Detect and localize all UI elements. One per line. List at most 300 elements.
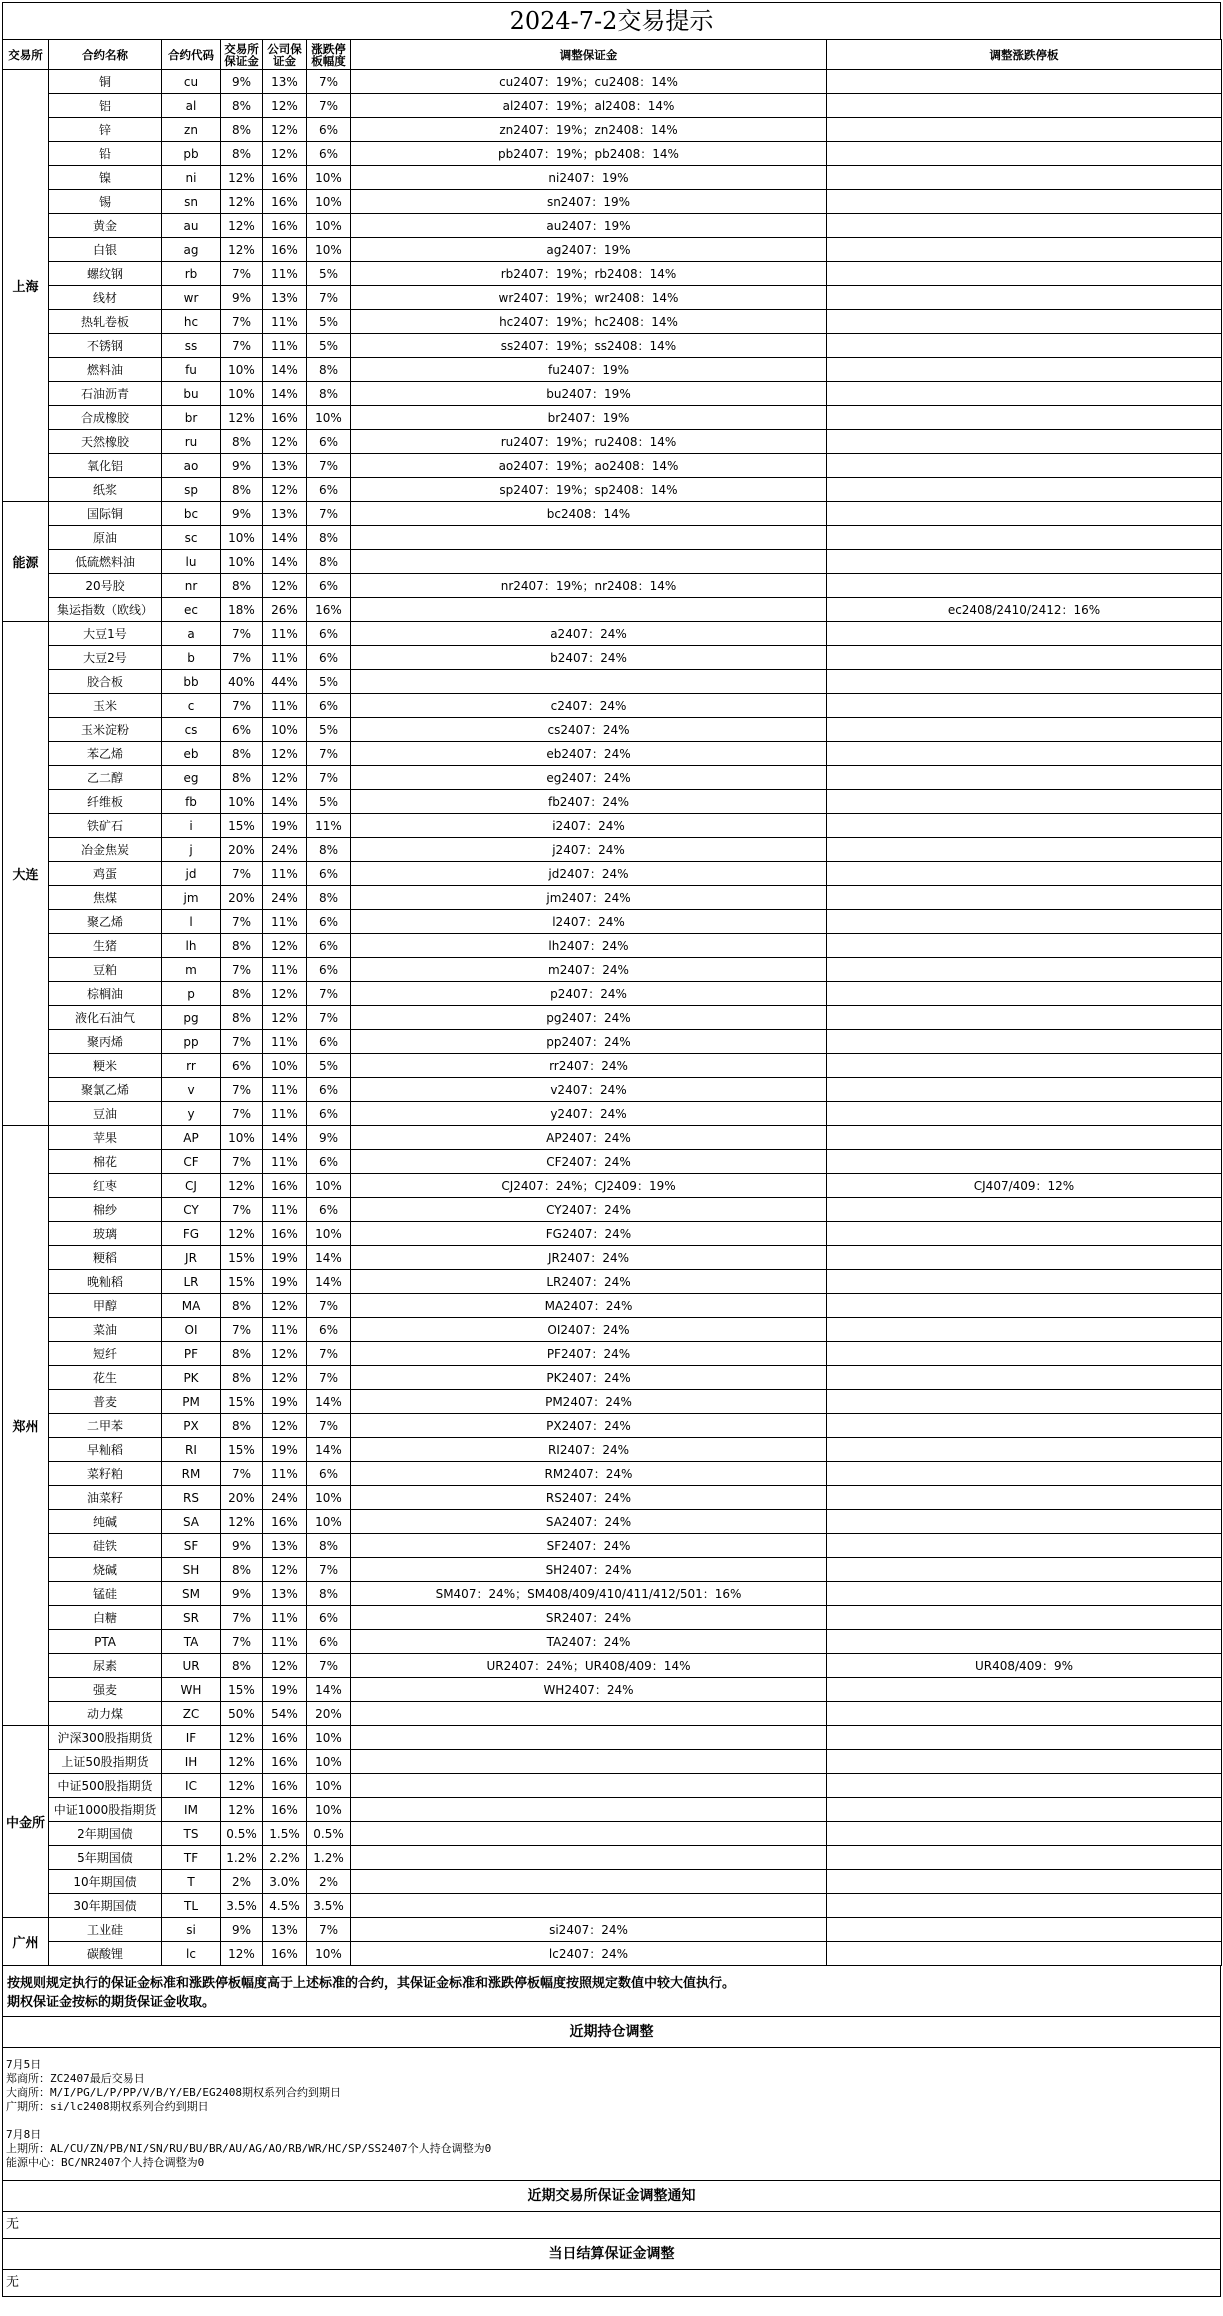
company-margin-cell: 16%	[263, 1222, 307, 1246]
price-limit-cell: 5%	[307, 790, 351, 814]
contract-code-cell: LR	[162, 1270, 221, 1294]
adjusted-margin-cell: j2407：24%	[351, 838, 827, 862]
margin-table	[2, 39, 1222, 1966]
table-row	[3, 382, 1222, 406]
adjusted-margin-cell	[351, 598, 827, 622]
contract-name-cell: 菜油	[49, 1318, 162, 1342]
exchange-margin-cell: 7%	[221, 1150, 263, 1174]
adjusted-margin-cell: eb2407：24%	[351, 742, 827, 766]
company-margin-cell: 11%	[263, 1630, 307, 1654]
company-margin-cell: 16%	[263, 1174, 307, 1198]
table-row	[3, 238, 1222, 262]
company-margin-cell: 13%	[263, 1582, 307, 1606]
contract-code-cell: zn	[162, 118, 221, 142]
adjusted-margin-cell: ni2407：19%	[351, 166, 827, 190]
price-limit-cell: 6%	[307, 1606, 351, 1630]
contract-code-cell: nr	[162, 574, 221, 598]
exchange-margin-cell: 7%	[221, 1606, 263, 1630]
price-limit-cell: 6%	[307, 1318, 351, 1342]
adjusted-limit-cell: UR408/409：9%	[827, 1654, 1222, 1678]
adjusted-margin-cell: jm2407：24%	[351, 886, 827, 910]
exchange-cell: 上海	[3, 70, 49, 502]
table-row	[3, 1654, 1222, 1678]
adjusted-limit-cell	[827, 262, 1222, 286]
contract-code-cell: RM	[162, 1462, 221, 1486]
price-limit-cell: 10%	[307, 214, 351, 238]
exchange-margin-cell: 10%	[221, 358, 263, 382]
adjusted-limit-cell	[827, 910, 1222, 934]
contract-code-cell: ec	[162, 598, 221, 622]
exchange-margin-cell: 8%	[221, 574, 263, 598]
exchange-margin-cell: 7%	[221, 646, 263, 670]
table-row	[3, 886, 1222, 910]
contract-name-cell: 棉花	[49, 1150, 162, 1174]
adjusted-limit-cell	[827, 1918, 1222, 1942]
price-limit-cell: 7%	[307, 766, 351, 790]
contract-name-cell: 粳稻	[49, 1246, 162, 1270]
adjusted-limit-cell	[827, 118, 1222, 142]
table-row	[3, 1150, 1222, 1174]
exchange-margin-cell: 12%	[221, 1726, 263, 1750]
price-limit-cell: 6%	[307, 958, 351, 982]
company-margin-cell: 11%	[263, 1030, 307, 1054]
price-limit-cell: 6%	[307, 1462, 351, 1486]
adjusted-limit-cell	[827, 166, 1222, 190]
contract-code-cell: TL	[162, 1894, 221, 1918]
adjusted-margin-cell: JR2407：24%	[351, 1246, 827, 1270]
table-row	[3, 190, 1222, 214]
table-row	[3, 622, 1222, 646]
exchange-margin-cell: 15%	[221, 1246, 263, 1270]
contract-name-cell: 尿素	[49, 1654, 162, 1678]
price-limit-cell: 14%	[307, 1390, 351, 1414]
exchange-margin-cell: 7%	[221, 1102, 263, 1126]
adjusted-limit-cell	[827, 1342, 1222, 1366]
contract-name-cell: 豆粕	[49, 958, 162, 982]
company-margin-cell: 19%	[263, 814, 307, 838]
header-price-limit: 涨跌停板幅度	[307, 40, 351, 70]
company-margin-cell: 12%	[263, 478, 307, 502]
price-limit-cell: 10%	[307, 1726, 351, 1750]
contract-code-cell: fb	[162, 790, 221, 814]
contract-name-cell: 中证500股指期货	[49, 1774, 162, 1798]
contract-code-cell: fu	[162, 358, 221, 382]
company-margin-cell: 13%	[263, 70, 307, 94]
contract-code-cell: RI	[162, 1438, 221, 1462]
adjusted-limit-cell	[827, 1798, 1222, 1822]
exchange-margin-cell: 8%	[221, 1558, 263, 1582]
contract-code-cell: TS	[162, 1822, 221, 1846]
adjusted-limit-cell	[827, 286, 1222, 310]
contract-name-cell: 棉纱	[49, 1198, 162, 1222]
adjusted-margin-cell: CF2407：24%	[351, 1150, 827, 1174]
price-limit-cell: 9%	[307, 1126, 351, 1150]
table-row	[3, 1822, 1222, 1846]
company-margin-cell: 10%	[263, 1054, 307, 1078]
table-row	[3, 526, 1222, 550]
adjusted-limit-cell	[827, 1822, 1222, 1846]
exchange-margin-cell: 7%	[221, 958, 263, 982]
exchange-margin-cell: 12%	[221, 1942, 263, 1966]
company-margin-cell: 11%	[263, 262, 307, 286]
adjusted-limit-cell	[827, 1486, 1222, 1510]
company-margin-cell: 12%	[263, 94, 307, 118]
adjusted-margin-cell: ag2407：19%	[351, 238, 827, 262]
contract-code-cell: SM	[162, 1582, 221, 1606]
contract-name-cell: 玉米淀粉	[49, 718, 162, 742]
table-row	[3, 910, 1222, 934]
adjusted-limit-cell	[827, 1606, 1222, 1630]
exchange-margin-cell: 12%	[221, 1174, 263, 1198]
adjusted-limit-cell	[827, 1750, 1222, 1774]
settlement-title: 当日结算保证金调整	[2, 2239, 1221, 2270]
contract-name-cell: 晚籼稻	[49, 1270, 162, 1294]
exchange-margin-cell: 2%	[221, 1870, 263, 1894]
company-margin-cell: 12%	[263, 742, 307, 766]
company-margin-cell: 11%	[263, 646, 307, 670]
price-limit-cell: 6%	[307, 646, 351, 670]
adjusted-limit-cell	[827, 1270, 1222, 1294]
adjusted-margin-cell	[351, 1726, 827, 1750]
settlement-content: 无	[2, 2270, 1221, 2297]
price-limit-cell: 7%	[307, 742, 351, 766]
exchange-margin-cell: 9%	[221, 286, 263, 310]
company-margin-cell: 16%	[263, 406, 307, 430]
contract-code-cell: OI	[162, 1318, 221, 1342]
price-limit-cell: 7%	[307, 1294, 351, 1318]
contract-code-cell: PK	[162, 1366, 221, 1390]
adjusted-limit-cell	[827, 550, 1222, 574]
contract-name-cell: 热轧卷板	[49, 310, 162, 334]
margin-notice-title: 近期交易所保证金调整通知	[2, 2181, 1221, 2212]
company-margin-cell: 16%	[263, 1750, 307, 1774]
adjusted-margin-cell: SM407：24%；SM408/409/410/411/412/501：16%	[351, 1582, 827, 1606]
adjusted-margin-cell: PF2407：24%	[351, 1342, 827, 1366]
company-margin-cell: 4.5%	[263, 1894, 307, 1918]
adjusted-limit-cell	[827, 478, 1222, 502]
contract-name-cell: 早籼稻	[49, 1438, 162, 1462]
price-limit-cell: 5%	[307, 334, 351, 358]
note-line: 期权保证金按标的期货保证金收取。	[7, 1995, 216, 2010]
table-row	[3, 406, 1222, 430]
price-limit-cell: 5%	[307, 262, 351, 286]
exchange-margin-cell: 6%	[221, 718, 263, 742]
exchange-margin-cell: 7%	[221, 1198, 263, 1222]
header-adjusted-limit: 调整涨跌停板	[827, 40, 1222, 70]
adjusted-margin-cell: nr2407：19%；nr2408：14%	[351, 574, 827, 598]
contract-code-cell: v	[162, 1078, 221, 1102]
adjusted-margin-cell: bc2408：14%	[351, 502, 827, 526]
adjusted-limit-cell	[827, 862, 1222, 886]
price-limit-cell: 10%	[307, 238, 351, 262]
exchange-margin-cell: 8%	[221, 94, 263, 118]
price-limit-cell: 8%	[307, 886, 351, 910]
adjusted-margin-cell: m2407：24%	[351, 958, 827, 982]
contract-code-cell: TA	[162, 1630, 221, 1654]
adjusted-limit-cell	[827, 838, 1222, 862]
table-row	[3, 1174, 1222, 1198]
price-limit-cell: 16%	[307, 598, 351, 622]
contract-code-cell: UR	[162, 1654, 221, 1678]
adjusted-margin-cell: SA2407：24%	[351, 1510, 827, 1534]
contract-code-cell: MA	[162, 1294, 221, 1318]
contract-name-cell: 红枣	[49, 1174, 162, 1198]
contract-name-cell: 油菜籽	[49, 1486, 162, 1510]
contract-name-cell: PTA	[49, 1630, 162, 1654]
price-limit-cell: 10%	[307, 1222, 351, 1246]
table-row	[3, 1222, 1222, 1246]
price-limit-cell: 6%	[307, 910, 351, 934]
company-margin-cell: 12%	[263, 1342, 307, 1366]
adjusted-limit-cell	[827, 958, 1222, 982]
exchange-margin-cell: 12%	[221, 214, 263, 238]
table-row	[3, 1054, 1222, 1078]
company-margin-cell: 16%	[263, 214, 307, 238]
exchange-margin-cell: 7%	[221, 1462, 263, 1486]
contract-code-cell: bu	[162, 382, 221, 406]
header-exchange-margin: 交易所保证金	[221, 40, 263, 70]
contract-code-cell: SR	[162, 1606, 221, 1630]
contract-name-cell: 苯乙烯	[49, 742, 162, 766]
table-row	[3, 646, 1222, 670]
contract-code-cell: PM	[162, 1390, 221, 1414]
table-row	[3, 1894, 1222, 1918]
table-row	[3, 454, 1222, 478]
company-margin-cell: 12%	[263, 142, 307, 166]
exchange-margin-cell: 12%	[221, 238, 263, 262]
adjusted-limit-cell	[827, 1414, 1222, 1438]
table-row	[3, 742, 1222, 766]
position-adjust-line: 上期所：AL/CU/ZN/PB/NI/SN/RU/BU/BR/AU/AG/AO/RB/WR/HC/SP/SS2407个人持仓调整为0	[6, 2142, 492, 2155]
company-margin-cell: 14%	[263, 526, 307, 550]
contract-code-cell: FG	[162, 1222, 221, 1246]
company-margin-cell: 11%	[263, 622, 307, 646]
table-row	[3, 1510, 1222, 1534]
table-row	[3, 1606, 1222, 1630]
contract-name-cell: 粳米	[49, 1054, 162, 1078]
table-row	[3, 286, 1222, 310]
contract-name-cell: 氧化铝	[49, 454, 162, 478]
contract-code-cell: rr	[162, 1054, 221, 1078]
contract-name-cell: 螺纹钢	[49, 262, 162, 286]
adjusted-margin-cell: SR2407：24%	[351, 1606, 827, 1630]
company-margin-cell: 2.2%	[263, 1846, 307, 1870]
contract-code-cell: wr	[162, 286, 221, 310]
exchange-margin-cell: 15%	[221, 1438, 263, 1462]
table-row	[3, 1750, 1222, 1774]
contract-code-cell: sp	[162, 478, 221, 502]
contract-name-cell: 低硫燃料油	[49, 550, 162, 574]
exchange-margin-cell: 15%	[221, 1678, 263, 1702]
adjusted-margin-cell: WH2407：24%	[351, 1678, 827, 1702]
contract-name-cell: 焦煤	[49, 886, 162, 910]
contract-code-cell: ss	[162, 334, 221, 358]
company-margin-cell: 16%	[263, 1942, 307, 1966]
contract-name-cell: 短纤	[49, 1342, 162, 1366]
adjusted-margin-cell: PM2407：24%	[351, 1390, 827, 1414]
contract-code-cell: CY	[162, 1198, 221, 1222]
company-margin-cell: 16%	[263, 190, 307, 214]
table-row	[3, 1030, 1222, 1054]
company-margin-cell: 44%	[263, 670, 307, 694]
table-header-row	[3, 40, 1222, 70]
adjusted-limit-cell	[827, 1030, 1222, 1054]
table-row	[3, 1486, 1222, 1510]
company-margin-cell: 11%	[263, 310, 307, 334]
exchange-cell: 广州	[3, 1918, 49, 1966]
price-limit-cell: 20%	[307, 1702, 351, 1726]
exchange-margin-cell: 7%	[221, 1318, 263, 1342]
exchange-cell: 大连	[3, 622, 49, 1126]
exchange-margin-cell: 8%	[221, 1006, 263, 1030]
table-row	[3, 1726, 1222, 1750]
exchange-margin-cell: 9%	[221, 454, 263, 478]
adjusted-limit-cell	[827, 1630, 1222, 1654]
contract-name-cell: 5年期国债	[49, 1846, 162, 1870]
exchange-cell: 能源	[3, 502, 49, 622]
table-row	[3, 814, 1222, 838]
price-limit-cell: 8%	[307, 382, 351, 406]
exchange-margin-cell: 8%	[221, 1342, 263, 1366]
adjusted-limit-cell	[827, 142, 1222, 166]
price-limit-cell: 7%	[307, 1558, 351, 1582]
adjusted-limit-cell	[827, 814, 1222, 838]
exchange-margin-cell: 12%	[221, 1774, 263, 1798]
table-row	[3, 598, 1222, 622]
contract-name-cell: 甲醇	[49, 1294, 162, 1318]
adjusted-margin-cell	[351, 1774, 827, 1798]
price-limit-cell: 6%	[307, 1030, 351, 1054]
contract-code-cell: TF	[162, 1846, 221, 1870]
exchange-margin-cell: 8%	[221, 1414, 263, 1438]
adjusted-margin-cell	[351, 1870, 827, 1894]
table-row	[3, 790, 1222, 814]
contract-name-cell: 聚氯乙烯	[49, 1078, 162, 1102]
table-row	[3, 262, 1222, 286]
table-row	[3, 70, 1222, 94]
contract-name-cell: 液化石油气	[49, 1006, 162, 1030]
contract-code-cell: IM	[162, 1798, 221, 1822]
exchange-margin-cell: 12%	[221, 166, 263, 190]
table-row	[3, 142, 1222, 166]
contract-code-cell: b	[162, 646, 221, 670]
price-limit-cell: 6%	[307, 694, 351, 718]
adjusted-limit-cell	[827, 1054, 1222, 1078]
price-limit-cell: 7%	[307, 1414, 351, 1438]
table-row	[3, 1942, 1222, 1966]
table-row	[3, 1678, 1222, 1702]
contract-name-cell: 生猪	[49, 934, 162, 958]
contract-name-cell: 上证50股指期货	[49, 1750, 162, 1774]
company-margin-cell: 19%	[263, 1678, 307, 1702]
exchange-margin-cell: 8%	[221, 934, 263, 958]
adjusted-margin-cell: i2407：24%	[351, 814, 827, 838]
table-row	[3, 1342, 1222, 1366]
contract-code-cell: pg	[162, 1006, 221, 1030]
adjusted-limit-cell	[827, 742, 1222, 766]
contract-name-cell: 聚丙烯	[49, 1030, 162, 1054]
company-margin-cell: 19%	[263, 1270, 307, 1294]
exchange-margin-cell: 8%	[221, 1366, 263, 1390]
price-limit-cell: 6%	[307, 430, 351, 454]
adjusted-margin-cell: lh2407：24%	[351, 934, 827, 958]
table-row	[3, 1318, 1222, 1342]
adjusted-margin-cell: SH2407：24%	[351, 1558, 827, 1582]
price-limit-cell: 7%	[307, 1006, 351, 1030]
contract-code-cell: p	[162, 982, 221, 1006]
price-limit-cell: 6%	[307, 478, 351, 502]
table-row	[3, 1774, 1222, 1798]
table-row	[3, 1870, 1222, 1894]
table-row	[3, 1270, 1222, 1294]
contract-code-cell: PX	[162, 1414, 221, 1438]
exchange-margin-cell: 9%	[221, 1582, 263, 1606]
contract-name-cell: 纸浆	[49, 478, 162, 502]
table-row	[3, 766, 1222, 790]
company-margin-cell: 3.0%	[263, 1870, 307, 1894]
price-limit-cell: 14%	[307, 1270, 351, 1294]
adjusted-margin-cell: hc2407：19%；hc2408：14%	[351, 310, 827, 334]
exchange-margin-cell: 8%	[221, 478, 263, 502]
price-limit-cell: 5%	[307, 718, 351, 742]
contract-code-cell: ru	[162, 430, 221, 454]
contract-code-cell: a	[162, 622, 221, 646]
contract-name-cell: 聚乙烯	[49, 910, 162, 934]
company-margin-cell: 24%	[263, 886, 307, 910]
adjusted-margin-cell: CY2407：24%	[351, 1198, 827, 1222]
adjusted-limit-cell	[827, 886, 1222, 910]
adjusted-limit-cell	[827, 70, 1222, 94]
adjusted-margin-cell	[351, 670, 827, 694]
adjusted-margin-cell: lc2407：24%	[351, 1942, 827, 1966]
adjusted-margin-cell	[351, 1798, 827, 1822]
table-row	[3, 1390, 1222, 1414]
contract-name-cell: 集运指数（欧线）	[49, 598, 162, 622]
adjusted-limit-cell	[827, 1870, 1222, 1894]
table-row	[3, 94, 1222, 118]
price-limit-cell: 10%	[307, 1510, 351, 1534]
adjusted-margin-cell: UR2407：24%；UR408/409：14%	[351, 1654, 827, 1678]
adjusted-margin-cell: RM2407：24%	[351, 1462, 827, 1486]
company-margin-cell: 11%	[263, 334, 307, 358]
price-limit-cell: 1.2%	[307, 1846, 351, 1870]
table-row	[3, 334, 1222, 358]
adjusted-margin-cell: y2407：24%	[351, 1102, 827, 1126]
adjusted-margin-cell	[351, 550, 827, 574]
exchange-margin-cell: 9%	[221, 1534, 263, 1558]
header-company-margin: 公司保证金	[263, 40, 307, 70]
company-margin-cell: 14%	[263, 358, 307, 382]
notes-block	[2, 1966, 1221, 2017]
contract-code-cell: pb	[162, 142, 221, 166]
contract-name-cell: 国际铜	[49, 502, 162, 526]
adjusted-limit-cell	[827, 1534, 1222, 1558]
exchange-margin-cell: 7%	[221, 694, 263, 718]
adjusted-margin-cell: LR2407：24%	[351, 1270, 827, 1294]
position-adjust-line: 大商所：M/I/PG/L/P/PP/V/B/Y/EB/EG2408期权系列合约到期日	[6, 2086, 342, 2099]
contract-code-cell: RS	[162, 1486, 221, 1510]
adjusted-limit-cell	[827, 670, 1222, 694]
contract-code-cell: CF	[162, 1150, 221, 1174]
exchange-margin-cell: 3.5%	[221, 1894, 263, 1918]
exchange-margin-cell: 10%	[221, 526, 263, 550]
adjusted-limit-cell	[827, 1246, 1222, 1270]
exchange-margin-cell: 9%	[221, 502, 263, 526]
adjusted-limit-cell	[827, 1006, 1222, 1030]
price-limit-cell: 10%	[307, 166, 351, 190]
contract-name-cell: 冶金焦炭	[49, 838, 162, 862]
adjusted-margin-cell: pg2407：24%	[351, 1006, 827, 1030]
